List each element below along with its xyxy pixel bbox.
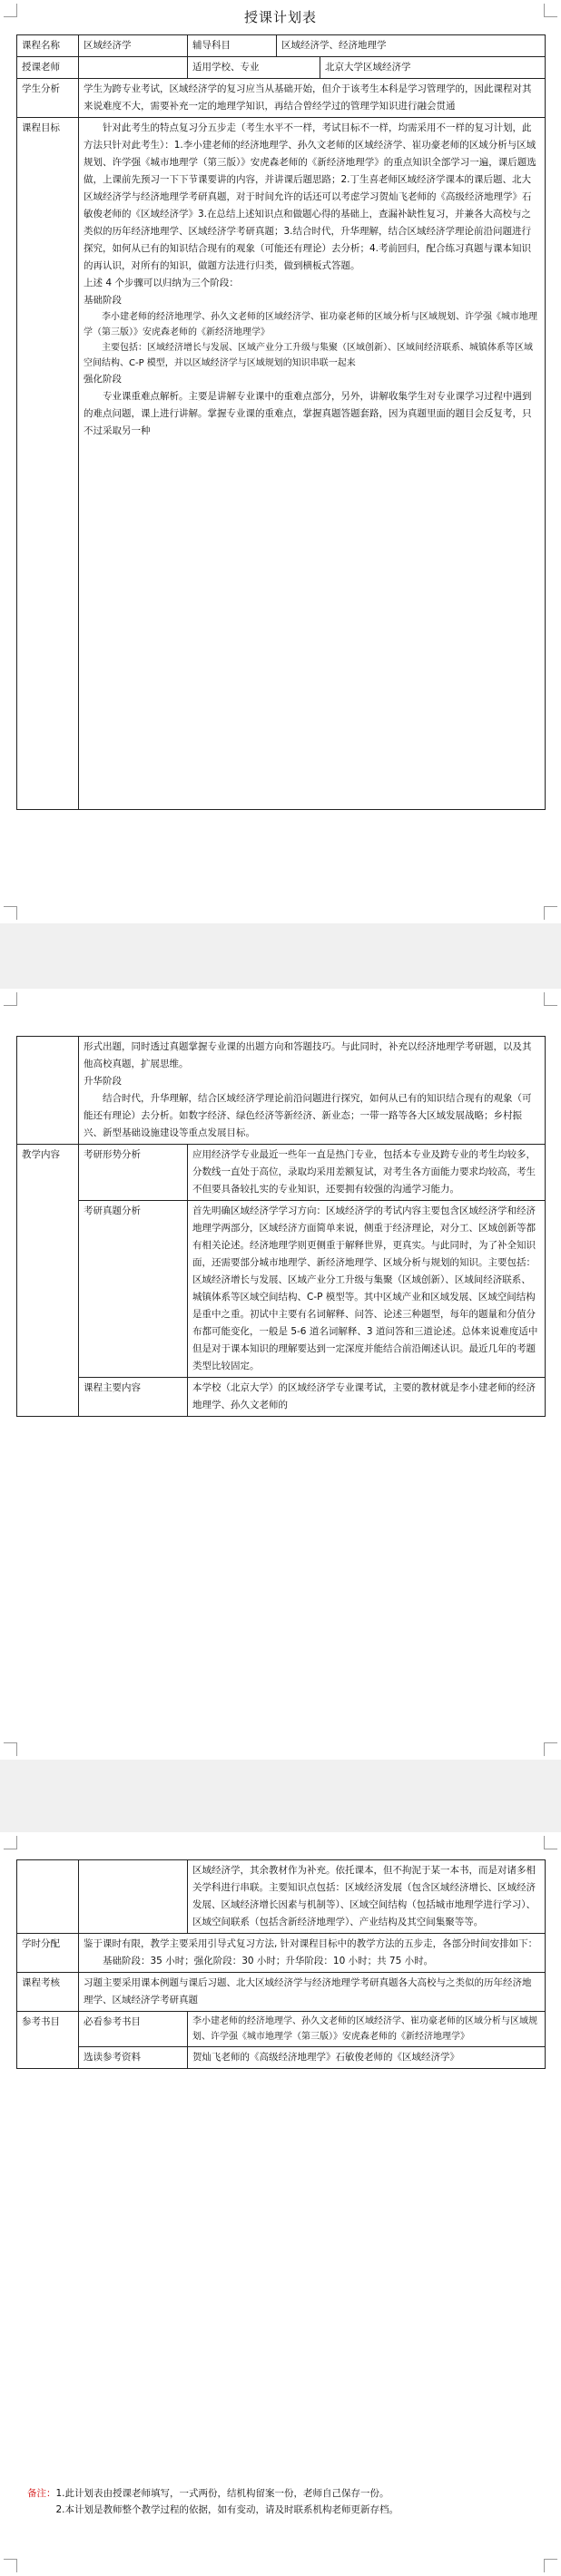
- page-1: [0, 0, 561, 923]
- footnote-line-2: 2.本计划是教师整个教学过程的依据，如有变动，请及时联系机构老师更新存档。: [55, 2504, 399, 2515]
- main-content-label: 课程主要内容: [79, 1378, 188, 1417]
- teacher-label: 授课老师: [17, 57, 79, 79]
- aux-subject-value: 区域经济学、经济地理学: [277, 35, 546, 57]
- exam-label: 考研真题分析: [79, 1201, 188, 1378]
- optional-ref-row: [17, 2047, 546, 2069]
- crop-mark: [544, 1836, 557, 1849]
- time-content: [79, 1934, 546, 1973]
- goals-continued-content: [79, 1037, 546, 1145]
- strong-stage-continued: 形式出题，同时透过真题掌握专业课的出题方向和答题技巧。与此同时，补充以经济地理学考研题，以及其他高校真题，扩展思维。: [84, 1041, 532, 1069]
- required-ref-text: 李小建老师的经济地理学、孙久文老师的区域经济学、崔功豪老师的区域分析与区域规划、许学强《城市地理学（第三版）》安虎森老师的《新经济地理学》: [188, 2012, 546, 2047]
- plan-table-part-1: [16, 34, 546, 810]
- school-major-label: 适用学校、专业: [188, 57, 320, 79]
- plan-table-part-2: [16, 1036, 546, 1417]
- footnote-line-1: 1.此计划表由授课老师填写，一式两份，结机构留案一份，老师自己保存一份。: [55, 2488, 389, 2499]
- time-label: 学时分配: [17, 1934, 79, 1973]
- header-row-1: [17, 35, 546, 57]
- time-hours: 基础阶段：35 小时；强化阶段：30 小时；升华阶段：10 小时；共 75 小时。: [103, 1956, 434, 1966]
- page-2: [0, 989, 561, 1760]
- basic-stage-topics: 主要包括：区域经济增长与发展、区域产业分工升级与集聚（区域创新）、区域间经济联系、城镇体系等区域空间结构、C-P 模型，并以区域经济学与区域规划的知识串联一起来: [84, 343, 533, 368]
- trend-label: 考研形势分析: [79, 1145, 188, 1201]
- basic-stage-books: 李小建老师的经济地理学、孙久文老师的区域经济学、崔功豪老师的区域分析与区域规划、许学强《城市地理学（第三版）》安虎森老师的《新经济地理学》: [84, 312, 537, 337]
- course-goals-row: [17, 118, 546, 810]
- main-content-text: 本学校（北京大学）的区域经济学专业课考试，主要的教材就是李小建老师的经济地理学、孙久文老师的: [188, 1378, 546, 1417]
- course-goals-content: [79, 118, 546, 810]
- upgrade-stage-text: 结合时代，升华理解，结合区域经济学理论前沿问题进行探究，如何从已有的知识结合现有的观象（可能还有理论）去分析。如数字经济、绿色经济等新经济、新业态；一带一路等各大区域发展战略；乡村振兴、新型基础设施建设等重点发展目标。: [84, 1093, 532, 1138]
- exam-text: 首先明确区域经济学学习方向：区域经济学的考试内容主要包含区域经济学和经济地理学两部分，区域经济方面简单来说，侧重于经济理论，对分工、区域创新等都有相关论述。经济地理学则更侧重于解释世界，更真实。与此同时，为了补全知识面，还需要部分城市地理学、新经济地理学、区域分析与规划的知识。主要包括：区域经济增长与发展、区域产业分工升级与集聚（区域创新）、区域间经济联系、城镇体系等区域空间结构、C-P 模型等。其中区域产业和区域发展、区域空间结构是重中之重。初试中主要有名词解释、问答、论述三种题型，每年的题量和分值分布都可能变化，一般是 5-6 道名词解释、3 道问答和三道论述。总体来说难度适中但是对于课本知识的理解要达到一定深度并能结合前沿阐述认识。最近几年的考题类型比较固定。: [188, 1201, 546, 1378]
- crop-mark: [4, 992, 17, 1006]
- stage-title-upgrade: 升华阶段: [84, 1076, 122, 1087]
- header-row-2: [17, 57, 546, 79]
- crop-mark: [4, 1742, 17, 1756]
- student-analysis-row: [17, 79, 546, 118]
- stage-title-strong: 强化阶段: [84, 374, 122, 385]
- crop-mark: [4, 1836, 17, 1849]
- crop-mark: [544, 2559, 557, 2572]
- crop-mark: [544, 906, 557, 920]
- student-analysis-text: 学生为跨专业考试，区域经济学的复习应当从基础开始，但介于该考生本科是学习管理学的，因此课程对其来说难度不大，需要补充一定的地理学知识，再结合曾经学过的管理学知识进行融会贯通: [79, 79, 546, 118]
- exam-row: [17, 1201, 546, 1378]
- main-content-row: [17, 1378, 546, 1417]
- strong-stage-text: 专业课重难点解析。主要是讲解专业课中的重难点部分，另外，讲解收集学生对专业课学习过程中遇到的难点问题，课上进行讲解。掌握专业课的重难点，掌握真题答题套路，因为真题里面的题目会反复考，只不过采取另一种: [84, 391, 532, 436]
- assess-text: 习题主要采用课本例题与课后习题、北大区域经济学与经济地理学考研真题各大高校与之类似的历年经济地理学、区域经济学考研真题: [79, 1973, 546, 2012]
- plan-table-part-3: [16, 1859, 546, 2069]
- course-name-value: 区域经济学: [79, 35, 188, 57]
- trend-text: 应用经济学专业最近一些年一直是热门专业，包括本专业及跨专业的考生均较多，分数线一直处于高位，录取均采用差额复试，对考生各方面能力要求均较高，考生不但要具备较扎实的专业知识，还要拥有较强的沟通学习能力。: [188, 1145, 546, 1201]
- trend-row: [17, 1145, 546, 1201]
- footnote: [27, 2485, 536, 2518]
- ref-label: 参考书目: [17, 2012, 79, 2069]
- crop-mark: [544, 1742, 557, 1756]
- required-ref-row: [17, 2012, 546, 2047]
- footnote-label: 备注：: [27, 2488, 56, 2499]
- course-goals-label: 课程目标: [17, 118, 79, 810]
- page-3: [0, 1832, 561, 2576]
- crop-mark: [4, 906, 17, 920]
- school-major-value: 北京大学区域经济学: [320, 57, 546, 79]
- aux-subject-label: 辅导科目: [188, 35, 277, 57]
- empty-label-cell: [17, 1860, 79, 1934]
- goals-summary: 上述 4 个步骤可以归纳为三个阶段：: [84, 278, 239, 288]
- main-content-continued-row: [17, 1860, 546, 1934]
- crop-mark: [544, 992, 557, 1006]
- student-analysis-label: 学生分析: [17, 79, 79, 118]
- goals-continued-row: [17, 1037, 546, 1145]
- teacher-value: [79, 57, 188, 79]
- goals-paragraph: 针对此考生的特点复习分五步走（考生水平不一样，考试目标不一样，均需采用不一样的复习计划，此方法只针对此考生）：1.李小建老师的经济地理学、孙久文老师的区域经济学、崔功豪老师的区域分析与区域规划、许学强《城市地理学（第三版）》安虎森老师的《新经济地理学》的重点知识全部学习一遍，课后题选做，上课前先预习一下下节课要讲的内容，并讲课后题思路；2.丁生喜老师区域经济学课本的课后题、北大区域经济学与经济地理学考研真题，对于时间允许的话还可以考虑学习贺灿飞老师的《高级经济地理学》石敏俊老师的《区域经济学》3.在总结上述知识点和做题心得的基础上，查漏补缺性复习，并兼各大高校与之类似的历年经济地理学、区域经济学考研真题；3.结合时代，升华理解，结合区域经济学理论前沿问题进行探究，如何从已有的知识结合现有的观象（可能还有理论）去分析；4.考前回归，配合练习真题与课本知识的再认识，对所有的知识，做题方法进行归类，做到横板式答题。: [84, 122, 536, 271]
- course-name-label: 课程名称: [17, 35, 79, 57]
- optional-ref-label: 选读参考资料: [79, 2047, 188, 2069]
- content-label: 教学内容: [17, 1145, 79, 1417]
- page-title: 授课计划表: [243, 9, 317, 25]
- optional-ref-text: 贺灿飞老师的《高级经济地理学》石敏俊老师的《区域经济学》: [188, 2047, 546, 2069]
- empty-label-cell: [17, 1037, 79, 1145]
- time-method: 鉴于课时有限，教学主要采用引导式复习方法, 针对课程目标中的教学方法的五步走，各部分时间安排如下：: [84, 1938, 538, 1949]
- stage-title-basic: 基础阶段: [84, 295, 122, 306]
- empty-sub-label-cell: [79, 1860, 188, 1934]
- required-ref-label: 必看参考书目: [79, 2012, 188, 2047]
- assess-label: 课程考核: [17, 1973, 79, 2012]
- time-row: [17, 1934, 546, 1973]
- crop-mark: [4, 2559, 17, 2572]
- main-content-continued: 区域经济学，其余教材作为补充。依托课本，但不拘泥于某一本书，而是对诸多相关学科进行串联。主要知识点包括：区域经济发展（包含区域经济增长、区域经济发展、区域经济增长因素与机制等）、区域空间结构（包括城市地理学进行学习）、区域空间联系（包括含新经济地理学）、产业结构及其空间集聚等等。: [188, 1860, 546, 1934]
- assess-row: [17, 1973, 546, 2012]
